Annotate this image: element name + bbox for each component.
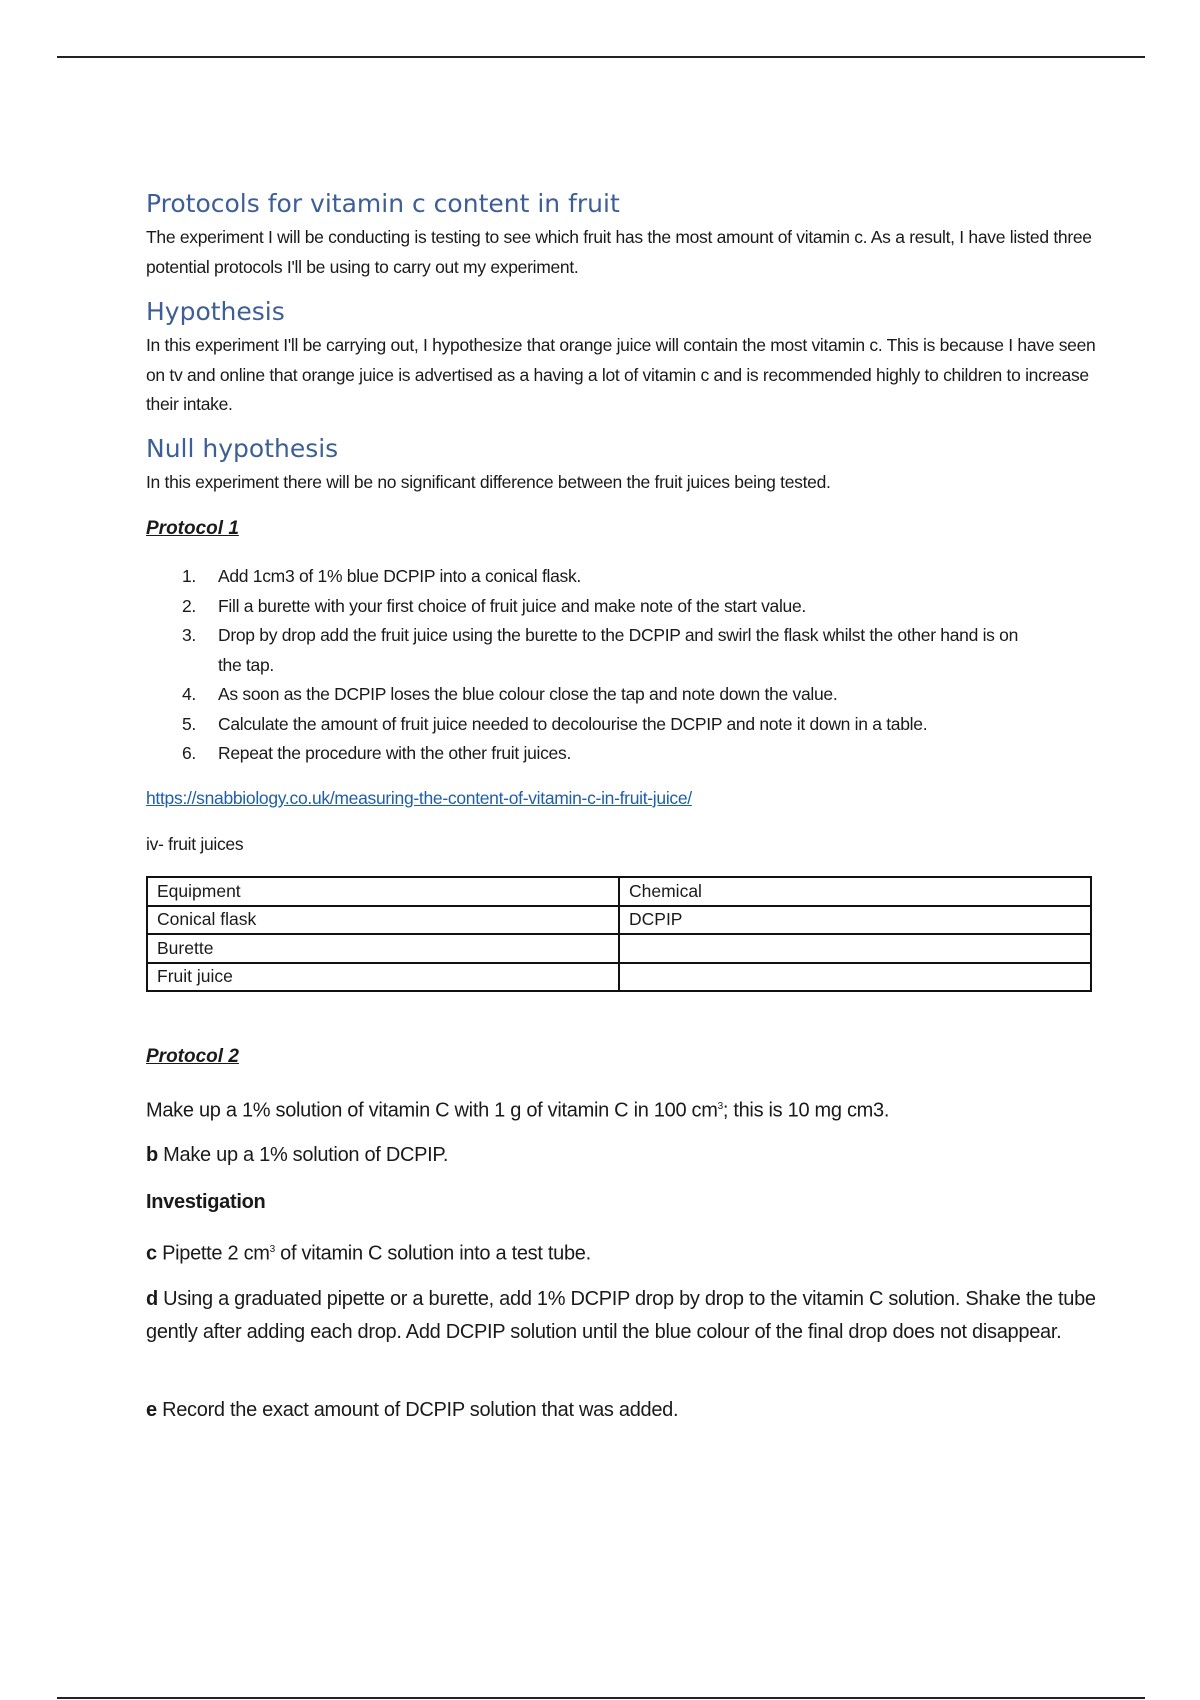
protocol-1-steps	[146, 562, 1096, 769]
list-item	[146, 562, 1096, 592]
step-text: Calculate the amount of fruit juice needed to decolourise the DCPIP and note it down in a table.	[218, 713, 928, 734]
step-label: d	[146, 1288, 158, 1310]
step-d-text: Using a graduated pipette or a burette, add 1% DCPIP drop by drop to the vitamin C solution. Shake the tube gently after adding each drop. Add DCPIP solution until the blue colour of the final drop does not disappear.	[146, 1288, 1096, 1343]
step-text: As soon as the DCPIP loses the blue colour close the tap and note down the value.	[218, 684, 838, 704]
source-link[interactable]: https://snabbiology.co.uk/measuring-the-content-of-vitamin-c-in-fruit-juice/	[146, 788, 692, 808]
table-header: Equipment	[147, 877, 619, 906]
table-header: Chemical	[619, 877, 1091, 906]
step-a-text: Make up a 1% solution of vitamin C with 1 g of vitamin C in 100 cm	[146, 1099, 718, 1122]
step-a-text-end: ; this is 10 mg cm3.	[722, 1099, 890, 1122]
step-number: 1.	[182, 566, 196, 586]
intro-paragraph: The experiment I will be conducting is testing to see which fruit has the most amount of vitamin c. As a result, I have listed three potential protocols I'll be using to carry out my experiment.	[146, 227, 1092, 277]
footer-rule	[57, 1697, 1145, 1699]
step-c	[146, 1234, 1096, 1270]
table-cell	[619, 934, 1091, 963]
step-b	[146, 1139, 1096, 1172]
list-item	[146, 592, 1096, 622]
step-d	[146, 1283, 1096, 1348]
step-label: e	[146, 1399, 157, 1421]
table-row	[147, 963, 1091, 992]
step-e	[146, 1394, 1096, 1427]
table-row	[147, 934, 1091, 963]
equipment-table	[146, 876, 1092, 992]
list-item	[146, 680, 1096, 710]
step-number: 5.	[182, 713, 196, 734]
table-cell	[619, 963, 1091, 992]
table-cell: Conical flask	[147, 906, 619, 935]
list-item	[146, 621, 1096, 680]
step-c-text: Pipette 2 cm	[156, 1242, 270, 1265]
step-c-text-end: of vitamin C solution into a test tube.	[274, 1242, 591, 1265]
superscript: 3	[717, 1101, 723, 1112]
hypothesis-heading: Hypothesis	[146, 297, 285, 326]
null-hypothesis-text: In this experiment there will be no significant difference between the fruit juices being tested.	[146, 472, 831, 492]
header-rule	[57, 56, 1145, 58]
step-text: Fill a burette with your first choice of fruit juice and make note of the start value.	[218, 595, 806, 616]
step-a	[146, 1091, 1096, 1127]
independent-variable: iv- fruit juices	[146, 834, 244, 854]
step-text: Repeat the procedure with the other fruit juices.	[218, 743, 572, 763]
list-item	[146, 710, 1096, 740]
step-number: 3.	[182, 625, 196, 645]
protocol-1-heading: Protocol 1	[146, 518, 239, 539]
step-label: b	[146, 1144, 158, 1166]
step-number: 2.	[182, 595, 196, 616]
page-title: Protocols for vitamin c content in fruit	[146, 189, 620, 218]
step-text: Drop by drop add the fruit juice using the burette to the DCPIP and swirl the flask whilst the other hand is on the tap.	[218, 625, 1019, 675]
step-b-text: Make up a 1% solution of DCPIP.	[157, 1144, 449, 1166]
step-number: 6.	[182, 743, 196, 763]
table-row	[147, 906, 1091, 935]
list-item	[146, 739, 1096, 769]
investigation-heading: Investigation	[146, 1191, 266, 1213]
step-text: Add 1cm3 of 1% blue DCPIP into a conical flask.	[218, 566, 581, 586]
table-header-row	[147, 877, 1091, 906]
null-hypothesis-heading: Null hypothesis	[146, 434, 339, 463]
table-cell: Fruit juice	[147, 963, 619, 992]
step-e-text: Record the exact amount of DCPIP solution that was added.	[156, 1399, 679, 1421]
protocol-2-heading: Protocol 2	[146, 1046, 239, 1067]
table-cell: DCPIP	[619, 906, 1091, 935]
step-number: 4.	[182, 684, 196, 704]
step-label: c	[146, 1242, 157, 1265]
superscript: 3	[269, 1244, 275, 1255]
hypothesis-text: In this experiment I'll be carrying out, I hypothesize that orange juice will contain the most vitamin c. This is because I have seen on tv and online that orange juice is advertised as a having a lot of vitamin c and is recommended highly to children to increase their intake.	[146, 335, 1096, 414]
table-cell: Burette	[147, 934, 619, 963]
